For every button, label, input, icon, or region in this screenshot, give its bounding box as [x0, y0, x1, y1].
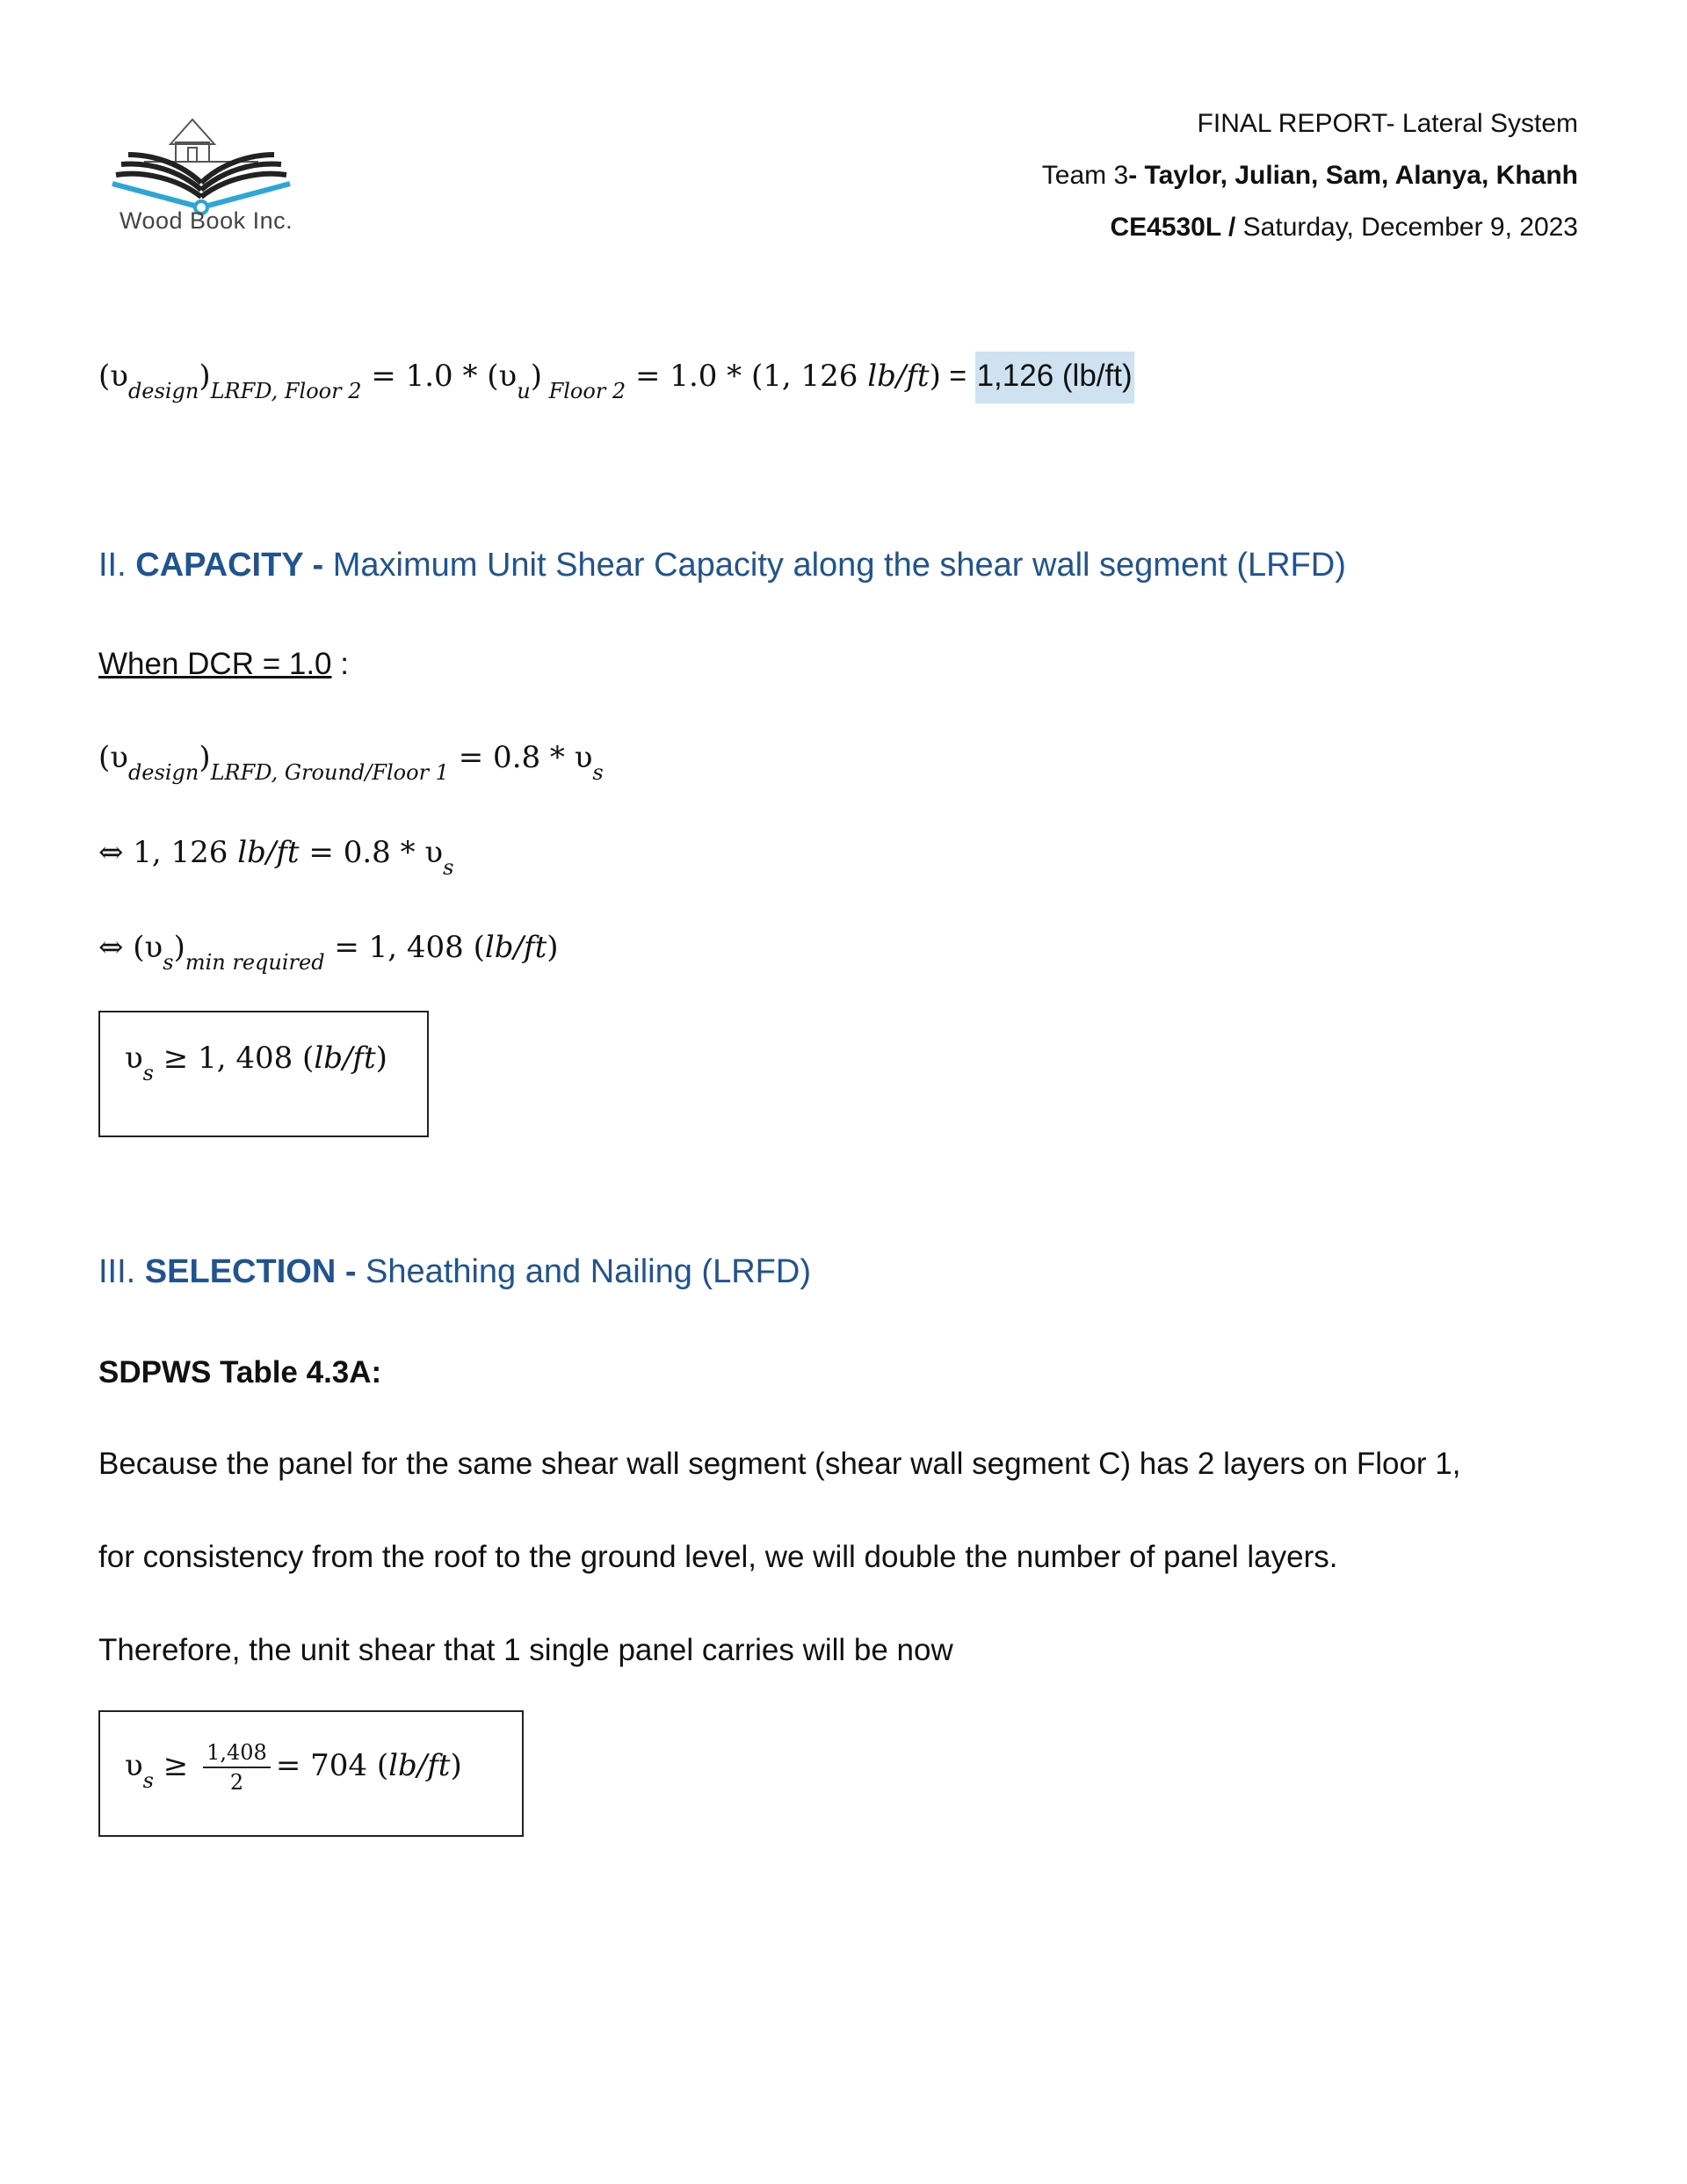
section-heading-selection: III. SELECTION - Sheathing and Nailing (LRFD): [98, 1253, 811, 1290]
result-box-selection: $\upsilon_s$ ≥ $\frac{1,408}{2}$ = 704 (lb/ft): [98, 1710, 524, 1837]
equation-design-ground: $(\upsilon_{design})_{LRFD, Ground/Floor 1} = 0.8 * \upsilon_s$: [98, 740, 604, 785]
highlighted-result: 1,126 (lb/ft): [975, 352, 1134, 403]
result-box-capacity: $\upsilon_s \ge 1$, 408 (lb/ft): [98, 1011, 429, 1137]
fraction: $\frac{1,408}{2}$: [203, 1740, 271, 1795]
paragraph-3: Therefore, the unit shear that 1 single panel carries will be now: [98, 1633, 953, 1667]
section-heading-capacity: II. CAPACITY - Maximum Unit Shear Capacity along the shear wall segment (LRFD): [98, 547, 1346, 584]
team-line: Team 3- Taylor, Julian, Sam, Alanya, Khanh: [1041, 161, 1578, 190]
course-date-line: CE4530L / Saturday, December 9, 2023: [1110, 213, 1578, 242]
report-title: FINAL REPORT- Lateral System: [1197, 109, 1578, 138]
company-name: Wood Book Inc.: [119, 207, 293, 234]
paragraph-2: for consistency from the roof to the ground level, we will double the number of panel layers.: [98, 1540, 1338, 1574]
dcr-condition: When DCR = 1.0 :: [98, 647, 349, 681]
paragraph-1: Because the panel for the same shear wall segment (shear wall segment C) has 2 layers on Floor 1,: [98, 1447, 1461, 1481]
equation-step-1: ⇔ 1, 126 $lb/ft = 0.8 * \upsilon_s$: [98, 835, 454, 880]
equation-step-2: ⇔ $(\upsilon_s)_{min required} = 1$, 408 (lb/ft): [98, 930, 559, 975]
table-reference: SDPWS Table 4.3A:: [98, 1355, 382, 1389]
equation-design-floor2: $(\upsilon_{design})_{LRFD, Floor 2} = 1.0 * (\upsilon_u) _{Floor 2} = 1.0 * (1$, 126 lb/ft) = 1,126 (lb/ft): [98, 359, 1134, 394]
